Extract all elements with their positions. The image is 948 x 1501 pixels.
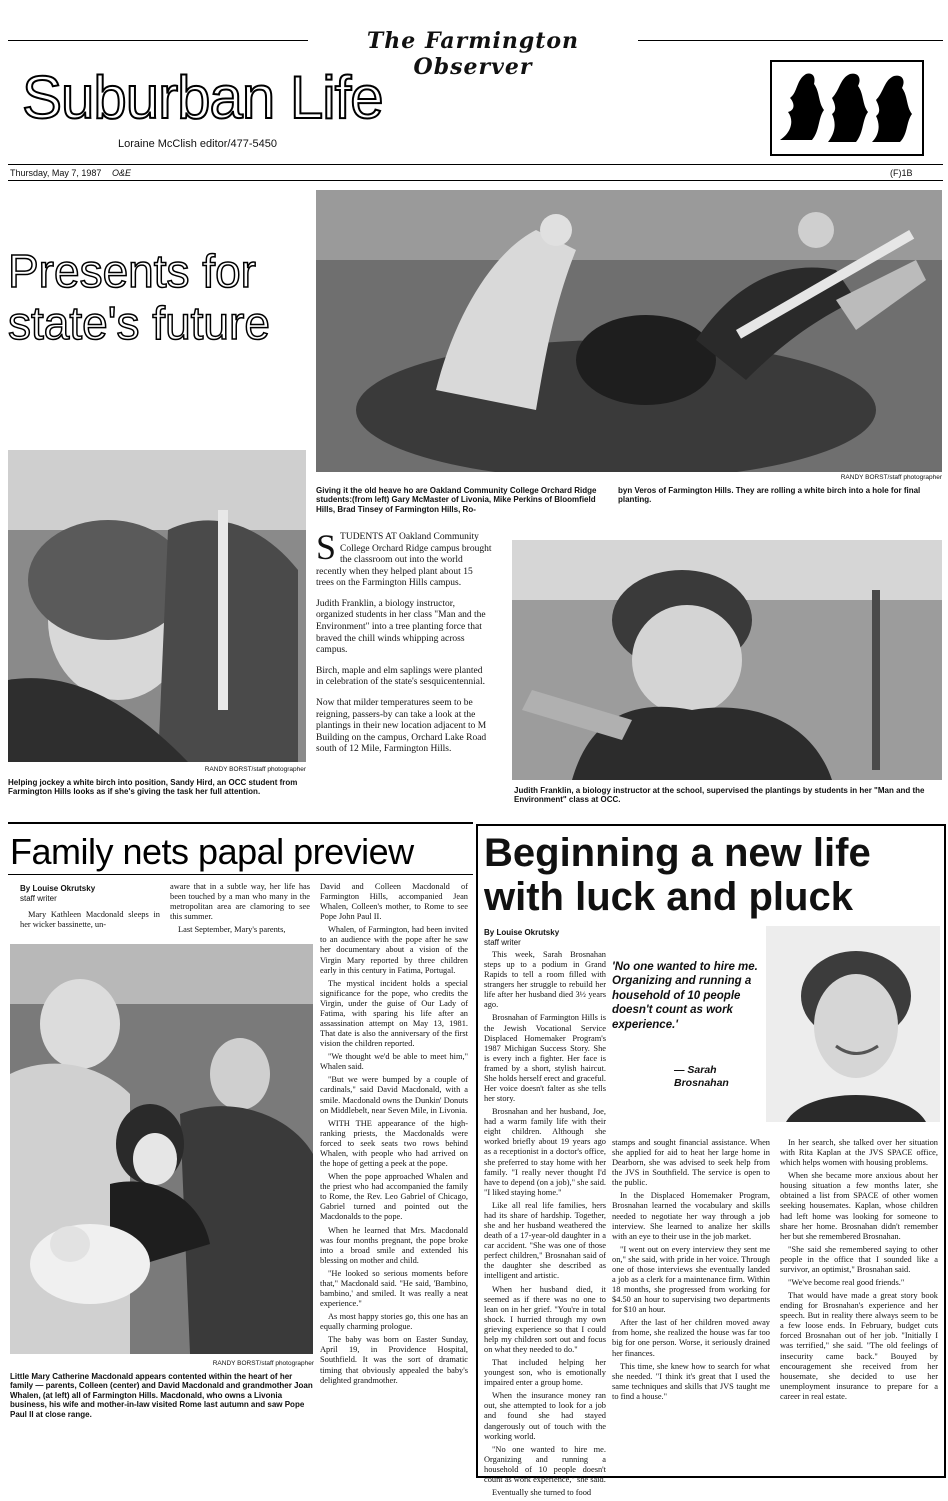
papal-paragraph: WITH THE appearance of the high-ranking priests, the Macdonalds were forced to seek seats two rows behind Whalen, with people who had arrived on the hope of getting a peek at the pope.: [320, 1118, 468, 1169]
papal-paragraph: Last September, Mary's parents,: [178, 925, 286, 935]
pull-quote: 'No one wanted to hire me. Organizing and running a household of 10 people doesn't count as work experience.': [612, 961, 758, 1031]
papal-paragraph: "He looked so serious moments before that," Macdonald said. "He said, 'Bambino, bambino,' and smiled. It was really a neat experience.": [320, 1268, 468, 1309]
beginning-paragraph: This time, she knew how to search for what she needed. "I think it's great that I used the same techniques and skills that JVS taught me to find a house.": [612, 1361, 770, 1401]
section-title: Suburban Life: [22, 64, 383, 131]
main-photo-caption-b: byn Veros of Farmington Hills. They are rolling a white birch into a hole for final planting.: [618, 486, 921, 505]
beginning-paragraph: That included helping her youngest son, who is emotionally impaired enter a group home.: [484, 1358, 606, 1388]
papal-byline: By Louise Okrutsky: [20, 884, 96, 893]
beginning-headline-line2: with luck and pluck: [484, 875, 853, 919]
lead-paragraph: TUDENTS AT Oakland Community College Orchard Ridge campus brought the classroom out into the world recently when they helped plant about 15 trees on the Farmington Hills campus.: [316, 532, 492, 589]
beginning-paragraph: That would have made a great story book ending for Brosnahan's experience and her speech. But in reality there always seem to be a few loose ends. In February, budget cuts forced Brosnahan out of her job. "Initially I was terrified," she said. "The old feelings of insecurity came back." Bouyed by encouragement she received from her housemate, she decided to use her unemployment insurance to prepare for a career in real estate.: [780, 1291, 938, 1401]
papal-paragraph: When the pope approached Whalen and the priest who had accompanied the family to Rome, the Rev. Leo Gabriel of Chicago, Gabriel turned and pointed out the Macdonalds to the pope.: [320, 1172, 468, 1222]
left-photo-caption: Helping jockey a white birch into position, Sandy Hird, an OCC student from Farmington Hills looks as if she's giving the task her full attention.: [8, 778, 298, 797]
lead-paragraph: Birch, maple and elm saplings were planted in celebration of the state's sesquicentennial.: [316, 665, 485, 688]
beginning-paragraph: When the insurance money ran out, she attempted to look for a job and found she had stayed dangerously out of touch with the working world.: [484, 1391, 606, 1441]
papal-paragraph: The baby was born on Easter Sunday, April 19, in Providence Hospital, Southfield. It was the sort of dramatic timing that obviously appealed the baby's delighted grandmother.: [320, 1335, 468, 1385]
papal-paragraph: The mystical incident holds a special significance for the pope, who credits the Virgin, under the guise of Our Lady of Fatima, with sparing his life after an assassination attempt on May 13, 1981. That date is also the anniversary of the first vision the children reported.: [320, 978, 468, 1049]
feature-headline-line2: state's future: [8, 297, 270, 349]
beginning-paragraph: Brosnahan of Farmington Hills is the Jewish Vocational Service Displaced Homemaker Program's 1987 Michigan Success Story. She is every inch a fighter. Her face is framed by a short, stylish haircut. She holds herself erect and graceful. Her voice doesn't falter as she tells her story.: [484, 1013, 606, 1104]
beginning-paragraph: After the last of her children moved away from home, she realized the house was far too big for one person. Worse, it seriously drained her finances.: [612, 1318, 770, 1358]
beginning-paragraph: Like all real life families, hers had its share of hardship. Together, she and her husband weathered the death of a 17-year-old daughter in a car accident. "She was one of those perfect children," Brosnahan said of the daughter she described as intelligent and artistic.: [484, 1200, 606, 1281]
papal-paragraph: "We thought we'd be able to meet him," Whalen said.: [320, 1052, 468, 1072]
beginning-headline-line1: Beginning a new life: [484, 831, 871, 875]
beginning-paragraph: Eventually she turned to food: [492, 1487, 592, 1497]
dateline-rule-top: [8, 164, 943, 165]
dateline-date: Thursday, May 7, 1987: [10, 168, 102, 178]
pull-quote-attribution: — Sarah Brosnahan: [674, 1064, 729, 1090]
papal-paragraph: Mary Kathleen Macdonald sleeps in her wicker bassinette, un-: [20, 910, 160, 930]
papal-paragraph: "But we were bumped by a couple of cardinals," said David Macdonald, with a smile. Macdonald owns the Dunkin' Donuts on Middlebelt, near Seven Mile, in Livonia.: [320, 1075, 468, 1115]
dropcap: S: [316, 527, 337, 567]
main-photo-credit: RANDY BORST/staff photographer: [840, 474, 942, 481]
papal-headline-rule: [8, 874, 473, 875]
beginning-col3: [780, 1138, 938, 1405]
papal-paragraph: When he learned that Mrs. Macdonald was four months pregnant, the pope broke into a broad smile and extended his blessing on mother and child.: [320, 1225, 468, 1265]
papal-paragraph: Whalen, of Farmington, had been invited to an audience with the pope after he saw her documentary about a vision of the Virgin Mary reported by three children early in this century in Fatima, Portugal.: [320, 925, 468, 975]
faces-logo-icon: [772, 62, 918, 150]
beginning-paragraph: When she became more anxious about her housing situation a few months later, she obtained a list from SPACE of other women seeking housemates. Kaplan, whose children had left home was looking for someone to share her home. Brosnahan didn't remember her but she remembered Brosnahan.: [780, 1171, 938, 1241]
masthead-rule-right: [638, 40, 943, 41]
dateline-page: (F)1B: [890, 168, 913, 178]
right-photo-caption: Judith Franklin, a biology instructor at the school, supervised the plantings by students in her "Man and the Environment" class at OCC.: [514, 786, 925, 805]
papal-headline: Family nets papal preview: [10, 831, 414, 872]
papal-photo-credit: RANDY BORST/staff photographer: [212, 1360, 314, 1367]
beginning-paragraph: When her husband died, it seemed as if there was no one to lean on in her grief. "You're in total shock. I hurried through my own grieving experience so that I could help my children sort out and focus on what they needed to do.": [484, 1284, 606, 1354]
feature-headline-line1: Presents for: [8, 245, 256, 297]
beginning-byline: By Louise Okrutsky: [484, 928, 560, 937]
beginning-paragraph: In her search, she talked over her situation with Rita Kaplan at the JVS SPACE office, which helps women with housing problems.: [780, 1138, 938, 1168]
section-editor: Loraine McClish editor/477-5450: [118, 138, 277, 150]
masthead: The Farmington Observer: [366, 28, 580, 80]
lead-paragraph: Judith Franklin, a biology instructor, organized students in her class "Man and the Environment" into a tree planting force that braved the chill winds whipping across campus.: [316, 598, 486, 656]
beginning-paragraph: Brosnahan and her husband, Joe, had a warm family life with their eight children. Although she worked briefly about 19 years ago as a receptionist in a doctor's office, she preferred to stay home with her family. "I really never thought I'd have to depend (on a job)," she said. "I liked staying home.": [484, 1107, 606, 1197]
papal-col2: [170, 882, 310, 938]
beginning-paragraph: "We've become real good friends.": [788, 1278, 905, 1288]
papal-photo-caption: Little Mary Catherine Macdonald appears contented within the heart of her family — parents, Colleen (center) and David Macdonald and grandmother Joan Whalen, (at left) all of Farmington Hills. Macdonald, who owns a Livonia business, his wife and mother-in-law visited Rome last autumn and saw Pope Paul II at close range.: [10, 1372, 313, 1419]
feature-lead-text: [316, 527, 492, 765]
papal-col1: [20, 910, 160, 933]
beginning-paragraph: This week, Sarah Brosnahan steps up to a podium in Grand Rapids to tell a room filled with strangers her struggle to rebuild her life after her husband died 3½ years ago.: [484, 950, 606, 1010]
beginning-paragraph: In the Displaced Homemaker Program, Brosnahan learned the vocabulary and skills needed to negotiate her way through a job interview. She learned to analize her skills with an eye to their use in the job market.: [612, 1191, 770, 1241]
section-logo: [770, 60, 924, 156]
lead-paragraph: Now that milder temperatures seem to be reigning, passers-by can take a look at the plantings in their new location adjacent to M Building on the campus, Orchard Lake Road south of 12 Mile, Farmington Hills.: [316, 697, 487, 755]
papal-photo: [10, 944, 313, 1354]
papal-paragraph: As most happy stories go, this one has an equally charming prologue.: [320, 1312, 468, 1332]
portrait-photo: [766, 926, 940, 1122]
left-photo: [8, 450, 306, 762]
papal-paragraph: David and Colleen Macdonald of Farmington Hills, accompanied Jean Whalen, Colleen's mother, to Rome to see Pope John Paul II.: [320, 882, 468, 922]
beginning-paragraph: stamps and sought financial assistance. When she applied for aid to heat her large home in Dearborn, she was advised to seek help from the JVS in Southfield. The service is open to the public.: [612, 1138, 770, 1188]
dateline-rule-bottom: [8, 180, 943, 181]
beginning-paragraph: "No one wanted to hire me. Organizing and running a household of 10 people doesn't count as work experience," she said.: [484, 1444, 606, 1484]
papal-col3: [320, 882, 468, 1389]
beginning-paragraph: "I went out on every interview they sent me on," she said, with pride in her voice. Through one of those interviews she eventually landed a job as a clerk for a maintenance firm. Within 18 months, she progressed from working for $4.50 an hour to supervising two departments for $10 an hour.: [612, 1244, 770, 1315]
left-photo-credit: RANDY BORST/staff photographer: [204, 766, 306, 773]
papal-paragraph: aware that in a subtle way, her life has been touched by a man who many in the metropolitan area are clamoring to see this summer.: [170, 882, 310, 922]
papal-staff: staff writer: [20, 894, 57, 903]
masthead-rule-left: [8, 40, 308, 41]
main-photo: [316, 190, 942, 472]
beginning-staff: staff writer: [484, 938, 521, 947]
beginning-paragraph: "She said she remembered saying to other people in the office that I sounded like a survivor, an optimist," Brosnahan said.: [780, 1244, 938, 1274]
right-photo: [512, 540, 942, 780]
papal-top-rule: [8, 822, 473, 824]
beginning-col2: [612, 1138, 770, 1405]
dateline-edition: O&E: [112, 168, 132, 178]
beginning-col1: [484, 950, 606, 1501]
main-photo-caption-a: Giving it the old heave ho are Oakland Community College Orchard Ridge students:(from left) Gary McMaster of Livonia, Mike Perkins of Bloomfield Hills, Brad Tinsey of Farmington Hills, Ro-: [316, 486, 597, 514]
